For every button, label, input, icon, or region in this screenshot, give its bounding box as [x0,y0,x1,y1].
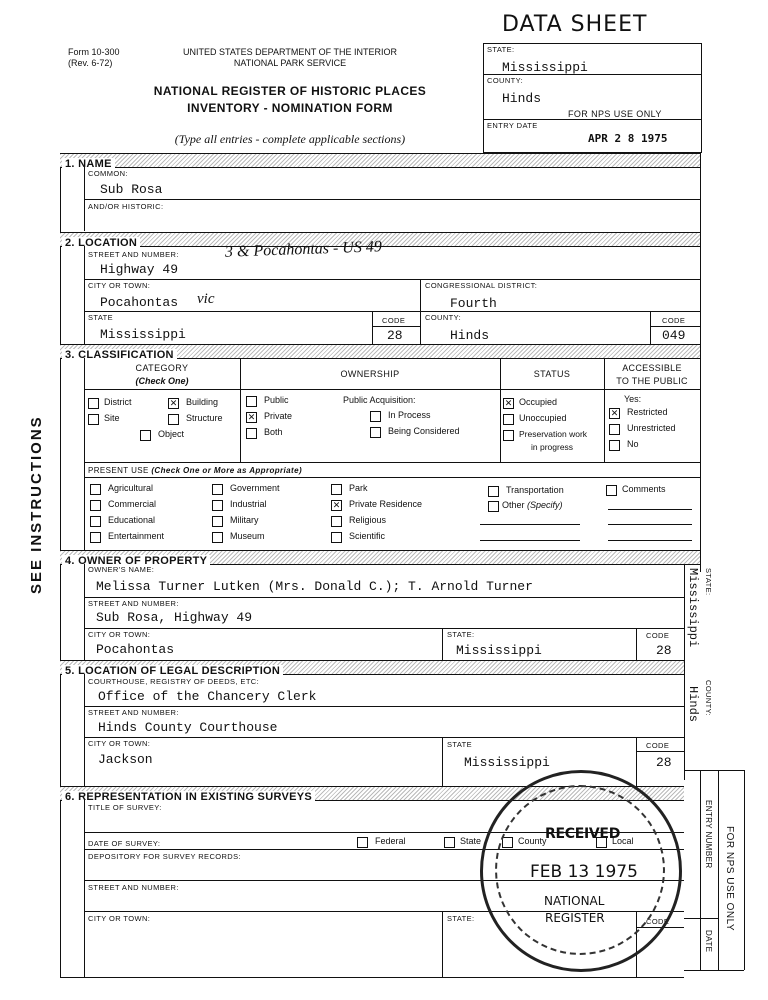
survey-state-label: STATE: [447,914,475,923]
section-2-header: 2. LOCATION [60,232,700,247]
legal-street-value: Hinds County Courthouse [98,720,278,735]
legal-state-value: Mississippi [464,755,550,770]
owner-code-label: CODE [646,631,670,640]
section-6-header: 6. REPRESENTATION IN EXISTING SURVEYS [60,786,684,801]
section-3-header: 3. CLASSIFICATION [60,344,700,359]
courthouse-label: COURTHOUSE, REGISTRY OF DEEDS, ETC: [88,677,260,686]
form-revision: (Rev. 6-72) [68,58,113,68]
owner-city-value: Pocahontas [96,642,175,657]
stamp-line1: NATIONAL [544,894,605,908]
museum-checkbox[interactable] [212,532,223,543]
both-checkbox[interactable] [246,428,257,439]
structure-checkbox[interactable] [168,414,179,425]
stamp-date: FEB 13 1975 [530,862,638,882]
accessible-label-2: TO THE PUBLIC [616,376,688,386]
comments-label: Comments [622,484,666,494]
data-sheet-title: DATA SHEET [502,12,648,37]
courthouse-value: Office of the Chancery Clerk [98,689,317,704]
location-state-value: Mississippi [100,327,186,342]
status-label: STATUS [533,369,571,379]
location-city-note: vic [197,291,215,307]
owner-name-value: Melissa Turner Lutken (Mrs. Donald C.); T. Arnold Turner [96,579,533,594]
common-name-value: Sub Rosa [100,182,163,197]
location-county-value: Hinds [450,328,490,343]
nps-entry-date: APR 2 8 1975 [588,132,668,145]
legal-code-value: 28 [656,755,672,770]
form-title-line2: INVENTORY - NOMINATION FORM [187,101,393,115]
military-label: Military [230,515,259,525]
preservation-label-1: Preservation work [519,429,588,439]
being-considered-label: Being Considered [388,426,460,436]
congressional-district-label: CONGRESSIONAL DISTRICT: [425,281,538,290]
unoccupied-label: Unoccupied [519,413,567,423]
nps-state-value: Mississippi [502,60,588,75]
stamp-received: RECEIVED [545,826,621,842]
form-number: Form 10-300 [68,47,120,57]
other-label: Other (Specify) [502,500,563,510]
legal-city-label: CITY OR TOWN: [88,739,151,748]
state-survey-checkbox[interactable] [444,837,455,848]
building-label: Building [186,397,219,407]
scientific-label: Scientific [349,531,386,541]
survey-title-label: TITLE OF SURVEY: [88,803,162,812]
being-considered-checkbox[interactable] [370,427,381,438]
private-label: Private [264,411,293,421]
section-1-header: 1. NAME [60,153,700,168]
see-instructions: SEE INSTRUCTIONS [28,415,45,595]
stamp-line2: REGISTER [545,911,605,925]
district-label: District [104,397,132,407]
military-checkbox[interactable] [212,516,223,527]
department-name: UNITED STATES DEPARTMENT OF THE INTERIOR [182,47,398,57]
nps-state-label: STATE: [487,45,515,54]
in-process-label: In Process [388,410,431,420]
common-name-label: COMMON: [88,169,128,178]
owner-street-label: STREET AND NUMBER: [88,599,179,608]
owner-state-label: STATE: [447,630,475,639]
both-label: Both [264,427,283,437]
survey-city-label: CITY OR TOWN: [88,914,151,923]
category-label: CATEGORY [135,363,189,373]
building-checkbox[interactable]: ✕ [169,398,178,408]
private-residence-label: Private Residence [349,499,423,509]
ownership-label: OWNERSHIP [340,369,400,379]
in-process-checkbox[interactable] [370,411,381,422]
side-date-label: DATE [704,930,713,953]
legal-state-label: STATE [447,740,473,749]
service-name: NATIONAL PARK SERVICE [233,58,347,68]
entertainment-checkbox[interactable] [90,532,101,543]
occupied-label: Occupied [519,397,558,407]
congressional-district-value: Fourth [450,296,497,311]
private-residence-checkbox[interactable]: ✕ [332,500,341,510]
present-use-label: PRESENT USE (Check One or More as Appropriate) [88,466,303,475]
object-label: Object [158,429,185,439]
federal-checkbox[interactable] [357,837,368,848]
nps-entry-date-label: ENTRY DATE [487,121,538,130]
depository-label: DEPOSITORY FOR SURVEY RECORDS: [88,852,242,861]
religious-checkbox[interactable] [331,516,342,527]
side-county-label: COUNTY: [704,680,713,717]
government-checkbox[interactable] [212,484,223,495]
park-label: Park [349,483,368,493]
transportation-checkbox[interactable] [488,486,499,497]
state-code-value: 28 [387,328,403,343]
side-county-value: Hinds [686,686,700,723]
location-street-label: STREET AND NUMBER: [88,250,179,259]
public-label: Public [264,395,289,405]
nps-use-only: FOR NPS USE ONLY [568,109,662,119]
form-instructions: (Type all entries - complete applicable sections) [174,132,406,146]
county-code-label: CODE [662,316,686,325]
occupied-checkbox[interactable]: ✕ [504,398,513,408]
no-label: No [627,439,639,449]
agricultural-label: Agricultural [108,483,154,493]
survey-date-label: DATE OF SURVEY: [88,839,161,848]
museum-label: Museum [230,531,265,541]
agricultural-checkbox[interactable] [90,484,101,495]
legal-street-label: STREET AND NUMBER: [88,708,179,717]
unoccupied-checkbox[interactable] [503,414,514,425]
section-4-header: 4. OWNER OF PROPERTY [60,550,700,565]
restricted-label: Restricted [627,407,668,417]
owner-city-label: CITY OR TOWN: [88,630,151,639]
owner-name-label: OWNER'S NAME: [88,565,155,574]
location-city-label: CITY OR TOWN: [88,281,151,290]
comments-checkbox[interactable] [606,485,617,496]
survey-street-label: STREET AND NUMBER: [88,883,179,892]
accessible-label-1: ACCESSIBLE [622,363,682,373]
restricted-checkbox[interactable]: ✕ [610,408,619,418]
owner-code-value: 28 [656,643,672,658]
entry-number-label: ENTRY NUMBER [704,800,713,869]
historic-name-label: AND/OR HISTORIC: [88,202,164,211]
nps-county-value: Hinds [502,91,542,106]
district-checkbox[interactable] [88,398,99,409]
unrestricted-label: Unrestricted [627,423,676,433]
unrestricted-checkbox[interactable] [609,424,620,435]
scientific-checkbox[interactable] [331,532,342,543]
commercial-checkbox[interactable] [90,500,101,511]
commercial-label: Commercial [108,499,157,509]
county-survey-label: County [518,836,547,846]
object-checkbox[interactable] [140,430,151,441]
educational-checkbox[interactable] [90,516,101,527]
government-label: Government [230,483,280,493]
side-nps-use-only: FOR NPS USE ONLY [724,826,735,932]
educational-label: Educational [108,515,156,525]
federal-label: Federal [375,836,406,846]
nps-county-label: COUNTY: [487,76,524,85]
preservation-checkbox[interactable] [503,430,514,441]
owner-state-value: Mississippi [456,643,542,658]
accessible-yes-label: Yes: [624,394,642,404]
local-survey-label: Local [612,836,634,846]
private-checkbox[interactable]: ✕ [247,412,256,422]
owner-street-value: Sub Rosa, Highway 49 [96,610,253,625]
location-street-handwritten: 3 & Pocahontas - US 49 [224,238,383,261]
industrial-checkbox[interactable] [212,500,223,511]
other-checkbox[interactable] [488,501,499,512]
site-label: Site [104,413,120,423]
park-checkbox[interactable] [331,484,342,495]
category-sublabel: (Check One) [135,376,189,386]
site-checkbox[interactable] [88,414,99,425]
form-title-line1: NATIONAL REGISTER OF HISTORIC PLACES [153,84,427,98]
no-checkbox[interactable] [609,440,620,451]
legal-code-label: CODE [646,741,670,750]
location-city-value: Pocahontas [100,295,179,310]
public-acquisition-label: Public Acquisition: [343,395,416,405]
side-state-value: Mississippi [686,568,700,648]
county-code-value: 049 [662,328,686,343]
preservation-label-2: in progress [531,442,574,452]
state-code-label: CODE [382,316,406,325]
section-5-header: 5. LOCATION OF LEGAL DESCRIPTION [60,660,684,675]
entertainment-label: Entertainment [108,531,165,541]
structure-label: Structure [186,413,223,423]
side-state-label: STATE: [704,568,713,596]
religious-label: Religious [349,515,387,525]
industrial-label: Industrial [230,499,267,509]
location-county-label: COUNTY: [425,313,462,322]
transportation-label: Transportation [506,485,564,495]
location-street-value: Highway 49 [100,262,179,277]
survey-code-label: CODE [646,917,670,926]
public-checkbox[interactable] [246,396,257,407]
state-survey-label: State [460,836,482,846]
legal-city-value: Jackson [98,752,153,767]
location-state-label: STATE [88,313,114,322]
